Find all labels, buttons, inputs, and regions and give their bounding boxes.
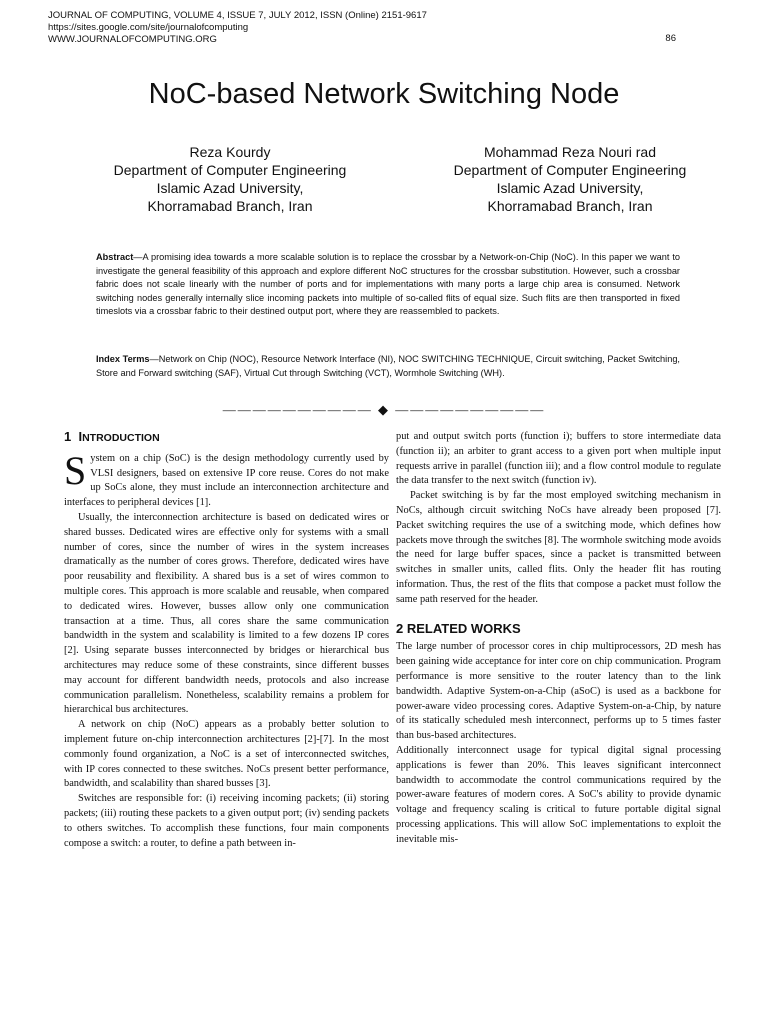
author-univ: Islamic Azad University, [156,180,304,196]
paragraph: Usually, the interconnection architecture is based on dedicated wires or shared busses. Dedicated wires are effective only for systems with a small number of cores, since the number of wires in the system increases dramatically as the number of cores grows. Therefore, dedicated wires have poor reusability and flexibility. A shared bus is a set of wires common to multiple cores. This approach is more scalable and reusable, when compared to dedicated wires. However, busses allow only one communication transaction at a time. Thus, all cores share the same communication bandwidth in the system and scalability is limited to a few dozens IP cores [2]. Using separate busses interconnected by bridges or hierarchical bus architectures may reduce some of these constraints, since different busses may account for different bandwidth needs, protocols and also increase communication parallelism. Nonetheless, scalability remains a problem for hierarchical bus architectures. [64,511,389,716]
index-terms [96,352,680,380]
abstract-label: Abstract [96,252,134,262]
author-block-2 [400,143,740,215]
journal-header [48,10,427,46]
journal-url[interactable]: https://sites.google.com/site/journalofcomputing [48,22,249,33]
author-branch: Khorramabad Branch, Iran [147,198,313,214]
section-title-rest: NTRODUCTION [82,432,160,444]
section-number: 1 [64,429,72,444]
author-dept: Department of Computer Engineering [113,162,347,178]
author-block-1 [60,143,400,215]
section-title-first: I [78,429,83,444]
index-terms-text: —Network on Chip (NOC), Resource Network Interface (NI), NOC SWITCHING TECHNIQUE, Circuit switching, Packet Switching, Store and Forward switching (SAF), Virtual Cut through Switching (VCT), Wormhole Switching (WH). [96,354,680,378]
journal-line: JOURNAL OF COMPUTING, VOLUME 4, ISSUE 7, JULY 2012, ISSN (Online) 2151-9617 [48,10,427,21]
drop-cap: S [64,447,87,493]
paragraph: The large number of processor cores in chip multiprocessors, 2D mesh has been gaining wide acceptance for inter core on chip communication. Program performance is more sensitive to the router latency than to the link bandwidth. Adaptive System-on-a-Chip (aSoC) is used as a backbone for power-aware video processing cores. Adaptive System-on-a-Chip, by nature of its statically scheduled mesh interconnect, performs up to 5 times faster than bus-based architectures. [396,641,721,742]
author-name: Mohammad Reza Nouri rad [484,144,656,160]
paragraph: put and output switch ports (function i); buffers to store intermediate data (function ii); an arbiter to grant access to a given port when multiple input requests arrive in parallel (function iii); and a flow control module to regulate the data transfer to the next switch (function iv). [396,431,721,487]
section-1-heading [64,430,389,446]
paragraph: A network on chip (NoC) appears as a probably better solution to implement future on-chip interconnection architectures [2]-[7]. In the most commonly found organization, a NoC is a set of interconnected switches, with IP cores connected to these switches. NoCs present better performance, bandwidth, and scalability than shared busses [3]. [64,719,389,790]
paragraph: Switches are responsible for: (i) receiving incoming packets; (ii) storing packets; (iii) routing these packets to a given output port; (iv) sending packets to others switches. To accomplish these functions, four main components compose a switch: a router, to define a path between in- [64,793,389,849]
abstract [96,251,680,319]
section-separator: —————————— ◆ —————————— [222,402,546,417]
left-column [64,430,389,851]
section-2-heading: 2 RELATED WORKS [396,620,521,636]
author-dept: Department of Computer Engineering [453,162,687,178]
paragraph-text: ystem on a chip (SoC) is the design methodology currently used by VLSI designers, based on extensive IP core reuse. Cores do not make up SoCs alone, they must include an interconnection architecture and interfaces to peripheral devices [1]. [64,452,389,509]
abstract-text: —A promising idea towards a more scalable solution is to replace the crossbar by a Network-on-Chip (NoC). In this paper we want to investigate the general feasibility of this approach and explore different NoC structures for the crossbar substitution. However, such a crossbar fabric does not scale linearly with the number of ports and for implementations with many ports a large chip area is consumed. Network switching nodes generally internally slice incoming packets into multiple of so-called flits of equal size. Such flits are then transported in fixed timeslots via a crossbar fabric to their destined output port, where they are reassembled to packets. [96,252,680,317]
author-branch: Khorramabad Branch, Iran [487,198,653,214]
page-number: 86 [665,33,676,44]
right-column [396,430,721,848]
paper-title: NoC-based Network Switching Node [148,78,620,110]
author-name: Reza Kourdy [189,144,271,160]
paragraph: Packet switching is by far the most employed switching mechanism in NoCs, although circuit switching NoCs have already been proposed [7]. Packet switching requires the use of a switching mode, which defines how packets move through the switches [8]. The wormhole switching mode avoids the need for large buffer spaces, since a packet is transmitted between switches in smaller units, called flits. Only the header flit has routing information. Thus, the rest of the flits that compose a packet must follow the same path reserved for the header. [396,490,721,605]
index-terms-label: Index Terms [96,354,150,364]
journal-website[interactable]: WWW.JOURNALOFCOMPUTING.ORG [48,34,217,45]
paragraph: Additionally interconnect usage for typical digital signal processing applications is fewer than 20%. This leaves significant interconnect bandwidth to accommodate the control communications required by the power-aware features of modern cores. A SoC's ability to provide dynamic voltage and frequency scaling is critical to future portable digital signal processing applications. This will allow SoC implementations to exploit the inevitable mis- [396,744,721,845]
author-univ: Islamic Azad University, [496,180,644,196]
paragraph [64,447,389,511]
